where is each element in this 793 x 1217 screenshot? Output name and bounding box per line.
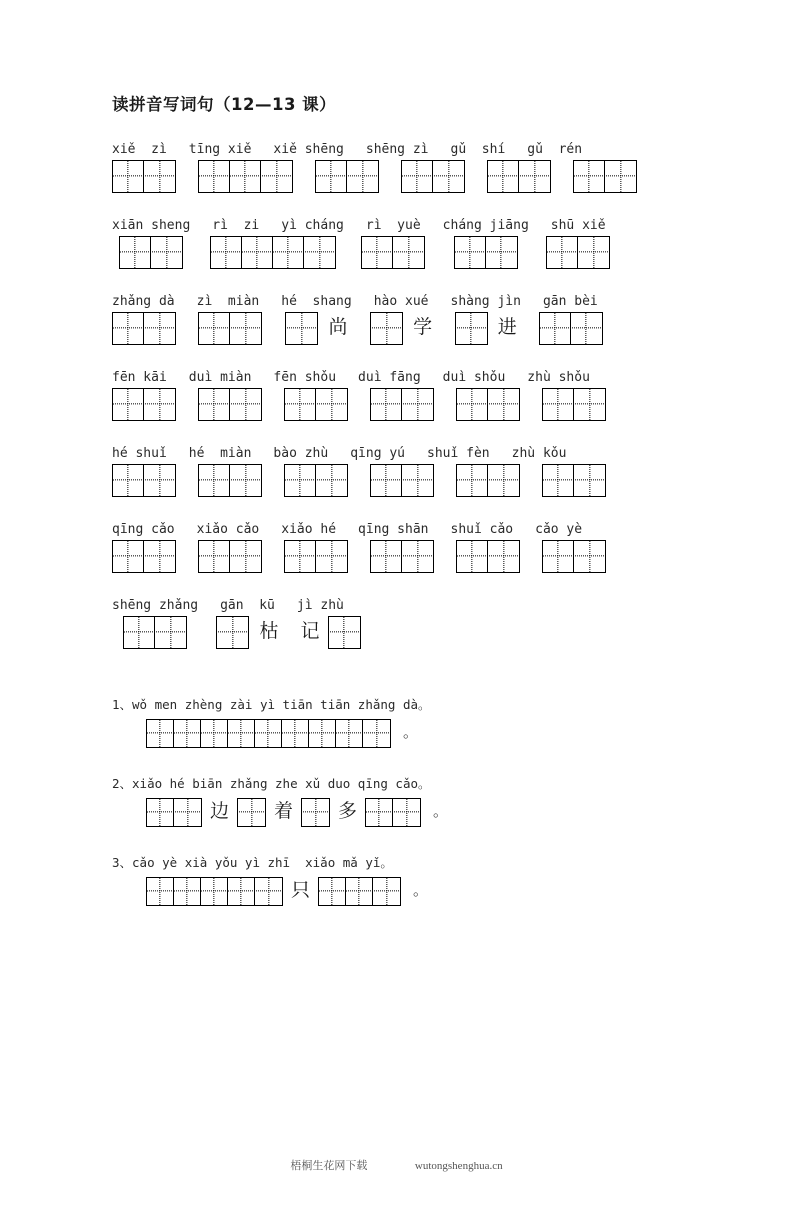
tianzige-grid[interactable] (370, 312, 403, 345)
word-answer-group (198, 312, 262, 345)
tianzige-cell[interactable] (304, 237, 335, 268)
pinyin-label: gǔ rén (527, 141, 583, 157)
tianzige-cell[interactable] (455, 237, 486, 268)
word-answer-group (539, 312, 603, 345)
sentence-answer-boxes (112, 798, 715, 827)
pinyin-label: bào zhù (273, 445, 329, 461)
sentence-period: 。 (413, 880, 429, 899)
word-answer-group (284, 540, 348, 573)
word-answer-group (542, 464, 606, 497)
tianzige-cell[interactable] (199, 313, 230, 344)
tianzige-cell[interactable] (488, 389, 519, 420)
tianzige-cell[interactable] (151, 237, 182, 268)
tianzige-cell[interactable] (242, 237, 273, 268)
tianzige-cell[interactable] (147, 799, 174, 826)
tianzige-cell[interactable] (228, 720, 255, 747)
tianzige-cell[interactable] (578, 237, 609, 268)
pinyin-line (112, 441, 715, 461)
pinyin-label: fēn kāi (112, 369, 167, 385)
sentence-number: 2、 (112, 775, 133, 791)
word-answer-group (456, 540, 520, 573)
word-answer-group (315, 160, 379, 193)
pinyin-label: hé shang (281, 293, 352, 309)
sentence-pinyin (112, 853, 715, 871)
tianzige-grid[interactable] (198, 540, 262, 573)
tianzige-cell[interactable] (238, 799, 265, 826)
tianzige-cell[interactable] (230, 541, 261, 572)
sentence-period: 。 (403, 722, 419, 741)
tianzige-cell[interactable] (273, 237, 304, 268)
tianzige-cell[interactable] (230, 161, 261, 192)
tianzige-grid[interactable] (285, 312, 318, 345)
printed-hanzi: 学 (413, 315, 433, 338)
tianzige-cell[interactable] (255, 720, 282, 747)
tianzige-cell[interactable] (302, 799, 329, 826)
word-answer-group (285, 312, 347, 345)
word-answer-group (210, 236, 336, 269)
word-answer-group (112, 388, 176, 421)
tianzige-cell[interactable] (316, 161, 347, 192)
tianzige-cell[interactable] (174, 799, 201, 826)
tianzige-cell[interactable] (571, 313, 602, 344)
tianzige-cell[interactable] (261, 161, 292, 192)
pinyin-line (112, 593, 715, 613)
tianzige-grid[interactable] (361, 236, 425, 269)
tianzige-grid[interactable] (146, 719, 391, 748)
pinyin-label: hé shuǐ (112, 445, 167, 461)
tianzige-cell[interactable] (113, 465, 144, 496)
tianzige-cell[interactable] (282, 720, 309, 747)
tianzige-grid[interactable] (487, 160, 551, 193)
tianzige-cell[interactable] (540, 313, 571, 344)
word-answer-group (370, 540, 434, 573)
tianzige-cell[interactable] (457, 389, 488, 420)
sentence-number: 3、 (112, 854, 133, 870)
pinyin-label: cǎo yè (535, 521, 583, 537)
word-practice-section (112, 137, 715, 649)
word-answer-group (487, 160, 551, 193)
pinyin-label: rì zi (212, 217, 260, 233)
pinyin-label: xiǎo hé (281, 521, 337, 537)
word-row (112, 213, 715, 269)
tianzige-grid[interactable] (198, 388, 262, 421)
tianzige-cell[interactable] (144, 389, 175, 420)
pinyin-label: duì shǒu (442, 369, 506, 385)
sentence-pinyin (112, 774, 715, 792)
word-answer-group (112, 464, 176, 497)
pinyin-label: yì cháng (281, 217, 344, 233)
pinyin-label: gān bèi (542, 293, 598, 309)
pinyin-label: gǔ shí (450, 141, 506, 157)
word-answer-group (542, 540, 606, 573)
tianzige-cell[interactable] (371, 389, 402, 420)
word-row (112, 441, 715, 497)
tianzige-cell[interactable] (144, 465, 175, 496)
tianzige-grid[interactable] (198, 464, 262, 497)
tianzige-cell[interactable] (230, 313, 261, 344)
pinyin-line (112, 365, 715, 385)
tianzige-cell[interactable] (486, 237, 517, 268)
answer-boxes-line (112, 464, 715, 497)
tianzige-cell[interactable] (285, 389, 316, 420)
tianzige-cell[interactable] (211, 237, 242, 268)
tianzige-cell[interactable] (144, 313, 175, 344)
tianzige-cell[interactable] (316, 389, 347, 420)
printed-hanzi: 多 (338, 799, 358, 822)
tianzige-grid[interactable] (284, 388, 348, 421)
pinyin-label: shū xiě (550, 217, 606, 233)
tianzige-cell[interactable] (363, 720, 390, 747)
word-answer-group (123, 616, 187, 649)
pinyin-label: hào xué (373, 293, 429, 309)
word-answer-group (119, 236, 183, 269)
word-answer-group (112, 160, 176, 193)
word-answer-group (455, 312, 517, 345)
tianzige-grid[interactable] (146, 877, 283, 906)
word-answer-group (542, 388, 606, 421)
tianzige-cell[interactable] (285, 465, 316, 496)
tianzige-cell[interactable] (124, 617, 155, 648)
tianzige-grid[interactable] (315, 160, 379, 193)
pinyin-label: shēng zì (365, 141, 429, 157)
tianzige-cell[interactable] (371, 313, 402, 344)
tianzige-cell[interactable] (230, 465, 261, 496)
tianzige-cell[interactable] (144, 161, 175, 192)
word-answer-group (370, 464, 434, 497)
tianzige-cell[interactable] (488, 161, 519, 192)
word-row (112, 289, 715, 345)
printed-hanzi: 记 (300, 619, 320, 642)
printed-hanzi: 只 (291, 878, 311, 901)
tianzige-cell[interactable] (201, 720, 228, 747)
tianzige-cell[interactable] (488, 541, 519, 572)
tianzige-grid[interactable] (112, 160, 176, 193)
tianzige-cell[interactable] (336, 720, 363, 747)
pinyin-label: duì miàn (188, 369, 252, 385)
tianzige-grid[interactable] (198, 312, 262, 345)
tianzige-grid[interactable] (539, 312, 603, 345)
tianzige-cell[interactable] (362, 237, 393, 268)
tianzige-cell[interactable] (309, 720, 336, 747)
word-answer-group (198, 388, 262, 421)
answer-boxes-line (112, 540, 715, 573)
tianzige-cell[interactable] (402, 465, 433, 496)
sentence-pinyin-text: cǎo yè xià yǒu yì zhī xiǎo mǎ yǐ。 (132, 854, 393, 870)
page-title: 读拼音写词句（12—13 课） (112, 95, 337, 114)
word-answer-group (370, 388, 434, 421)
tianzige-grid[interactable] (546, 236, 610, 269)
printed-hanzi: 枯 (259, 619, 279, 642)
tianzige-grid[interactable] (365, 798, 421, 827)
tianzige-grid[interactable] (284, 540, 348, 573)
tianzige-cell[interactable] (113, 389, 144, 420)
word-answer-group (198, 464, 262, 497)
sentence-item (112, 695, 715, 748)
tianzige-grid[interactable] (456, 540, 520, 573)
tianzige-grid[interactable] (318, 877, 401, 906)
tianzige-cell[interactable] (547, 237, 578, 268)
tianzige-cell[interactable] (199, 541, 230, 572)
tianzige-cell[interactable] (174, 720, 201, 747)
printed-hanzi: 进 (497, 315, 517, 338)
tianzige-cell[interactable] (316, 465, 347, 496)
word-answer-group (456, 388, 520, 421)
pinyin-label: zhù shǒu (527, 369, 590, 385)
word-answer-group (401, 160, 465, 193)
tianzige-cell[interactable] (543, 389, 574, 420)
pinyin-label: shēng zhǎng (112, 597, 199, 613)
tianzige-cell[interactable] (371, 465, 402, 496)
answer-boxes-line (112, 616, 715, 649)
word-answer-group (370, 312, 432, 345)
tianzige-cell[interactable] (147, 878, 174, 905)
pinyin-label: zì miàn (196, 293, 260, 309)
tianzige-cell[interactable] (366, 799, 393, 826)
tianzige-cell[interactable] (120, 237, 151, 268)
sentence-number: 1、 (112, 696, 133, 712)
word-answer-group (284, 464, 348, 497)
tianzige-cell[interactable] (574, 389, 605, 420)
answer-boxes-line (112, 312, 715, 345)
tianzige-cell[interactable] (201, 878, 228, 905)
pinyin-label: qīng cǎo (112, 521, 175, 537)
tianzige-grid[interactable] (112, 312, 176, 345)
pinyin-label: shuǐ cǎo (450, 521, 514, 537)
sentence-pinyin (112, 695, 715, 713)
tianzige-cell[interactable] (456, 313, 487, 344)
pinyin-label: xiān sheng (112, 217, 191, 233)
tianzige-cell[interactable] (543, 465, 574, 496)
tianzige-cell[interactable] (393, 799, 420, 826)
tianzige-cell[interactable] (217, 617, 248, 648)
pinyin-label: xiě zì (112, 141, 167, 157)
word-row (112, 517, 715, 573)
tianzige-cell[interactable] (113, 313, 144, 344)
pinyin-line (112, 137, 715, 157)
tianzige-cell[interactable] (543, 541, 574, 572)
sentence-practice-section (112, 695, 715, 906)
tianzige-cell[interactable] (113, 541, 144, 572)
tianzige-grid[interactable] (370, 388, 434, 421)
pinyin-label: qīng shān (358, 521, 429, 537)
tianzige-grid[interactable] (542, 388, 606, 421)
tianzige-grid[interactable] (454, 236, 518, 269)
tianzige-grid[interactable] (370, 464, 434, 497)
tianzige-cell[interactable] (402, 161, 433, 192)
tianzige-cell[interactable] (255, 878, 282, 905)
sentence-item (112, 774, 715, 827)
tianzige-cell[interactable] (346, 878, 373, 905)
tianzige-cell[interactable] (155, 617, 186, 648)
tianzige-grid[interactable] (210, 236, 336, 269)
word-answer-group (301, 616, 361, 649)
word-row (112, 137, 715, 193)
tianzige-grid[interactable] (237, 798, 266, 827)
pinyin-line (112, 517, 715, 537)
pinyin-label: shàng jìn (450, 293, 521, 309)
word-answer-group (112, 312, 176, 345)
pinyin-label: xiǎo cǎo (196, 521, 260, 537)
tianzige-cell[interactable] (113, 161, 144, 192)
sentence-pinyin-text: xiǎo hé biān zhǎng zhe xǔ duo qīng cǎo。 (132, 775, 431, 791)
tianzige-grid[interactable] (216, 616, 249, 649)
pinyin-label: cháng jiāng (442, 217, 529, 233)
tianzige-cell[interactable] (373, 878, 400, 905)
sentence-period: 。 (433, 801, 449, 820)
tianzige-cell[interactable] (457, 465, 488, 496)
tianzige-cell[interactable] (199, 389, 230, 420)
word-answer-group (361, 236, 425, 269)
tianzige-grid[interactable] (146, 798, 202, 827)
tianzige-grid[interactable] (456, 464, 520, 497)
word-answer-group (198, 160, 293, 193)
pinyin-line (112, 289, 715, 309)
pinyin-label: duì fāng (358, 369, 421, 385)
tianzige-grid[interactable] (123, 616, 187, 649)
tianzige-grid[interactable] (301, 798, 330, 827)
tianzige-cell[interactable] (286, 313, 317, 344)
pinyin-label: xiě shēng (273, 141, 344, 157)
tianzige-cell[interactable] (319, 878, 346, 905)
tianzige-cell[interactable] (393, 237, 424, 268)
pinyin-label: shuǐ fèn (427, 445, 490, 461)
tianzige-grid[interactable] (119, 236, 183, 269)
printed-hanzi: 边 (210, 799, 230, 822)
tianzige-cell[interactable] (199, 465, 230, 496)
tianzige-cell[interactable] (329, 617, 360, 648)
sentence-answer-boxes (112, 719, 715, 748)
printed-hanzi: 着 (274, 799, 294, 822)
tianzige-grid[interactable] (112, 388, 176, 421)
printed-hanzi: 尚 (328, 315, 348, 338)
word-row (112, 365, 715, 421)
pinyin-label: zhù kǒu (511, 445, 567, 461)
tianzige-grid[interactable] (198, 160, 293, 193)
tianzige-grid[interactable] (401, 160, 465, 193)
tianzige-cell[interactable] (519, 161, 550, 192)
tianzige-grid[interactable] (284, 464, 348, 497)
answer-boxes-line (112, 236, 715, 269)
tianzige-grid[interactable] (542, 464, 606, 497)
tianzige-cell[interactable] (144, 541, 175, 572)
word-answer-group (454, 236, 518, 269)
word-row (112, 593, 715, 649)
tianzige-grid[interactable] (370, 540, 434, 573)
footer-site-name: 梧桐生花网下载 (290, 1159, 368, 1172)
tianzige-cell[interactable] (347, 161, 378, 192)
tianzige-cell[interactable] (574, 465, 605, 496)
footer (0, 1157, 793, 1173)
answer-boxes-line (112, 160, 715, 193)
tianzige-cell[interactable] (371, 541, 402, 572)
word-answer-group (456, 464, 520, 497)
sentence-answer-boxes (112, 877, 715, 906)
tianzige-cell[interactable] (199, 161, 230, 192)
word-answer-group (284, 388, 348, 421)
answer-boxes-line (112, 388, 715, 421)
footer-site-url: wutongshenghua.cn (414, 1160, 503, 1172)
tianzige-grid[interactable] (456, 388, 520, 421)
tianzige-cell[interactable] (174, 878, 201, 905)
pinyin-label: qīng yú (350, 445, 406, 461)
pinyin-label: tīng xiě (188, 141, 252, 157)
pinyin-label: jì zhù (296, 597, 344, 613)
tianzige-cell[interactable] (402, 541, 433, 572)
worksheet-page (0, 95, 793, 1217)
tianzige-cell[interactable] (285, 541, 316, 572)
tianzige-grid[interactable] (328, 616, 361, 649)
tianzige-grid[interactable] (112, 540, 176, 573)
pinyin-label: fēn shǒu (273, 369, 337, 385)
sentence-pinyin-text: wǒ men zhèng zài yì tiān tiān zhǎng dà。 (132, 696, 431, 712)
word-answer-group (112, 540, 176, 573)
word-answer-group (216, 616, 278, 649)
word-answer-group (546, 236, 610, 269)
tianzige-cell[interactable] (316, 541, 347, 572)
pinyin-label: gān kū (220, 597, 275, 613)
pinyin-label: hé miàn (188, 445, 252, 461)
pinyin-label: rì yuè (365, 217, 421, 233)
tianzige-cell[interactable] (433, 161, 464, 192)
tianzige-cell[interactable] (457, 541, 488, 572)
pinyin-line (112, 213, 715, 233)
tianzige-cell[interactable] (574, 161, 605, 192)
tianzige-cell[interactable] (574, 541, 605, 572)
tianzige-grid[interactable] (573, 160, 637, 193)
word-answer-group (198, 540, 262, 573)
tianzige-grid[interactable] (112, 464, 176, 497)
word-answer-group (573, 160, 637, 193)
tianzige-grid[interactable] (455, 312, 488, 345)
pinyin-label: zhǎng dà (112, 293, 175, 309)
tianzige-cell[interactable] (402, 389, 433, 420)
tianzige-cell[interactable] (230, 389, 261, 420)
tianzige-cell[interactable] (147, 720, 174, 747)
tianzige-cell[interactable] (228, 878, 255, 905)
tianzige-cell[interactable] (605, 161, 636, 192)
sentence-item (112, 853, 715, 906)
tianzige-cell[interactable] (488, 465, 519, 496)
tianzige-grid[interactable] (542, 540, 606, 573)
